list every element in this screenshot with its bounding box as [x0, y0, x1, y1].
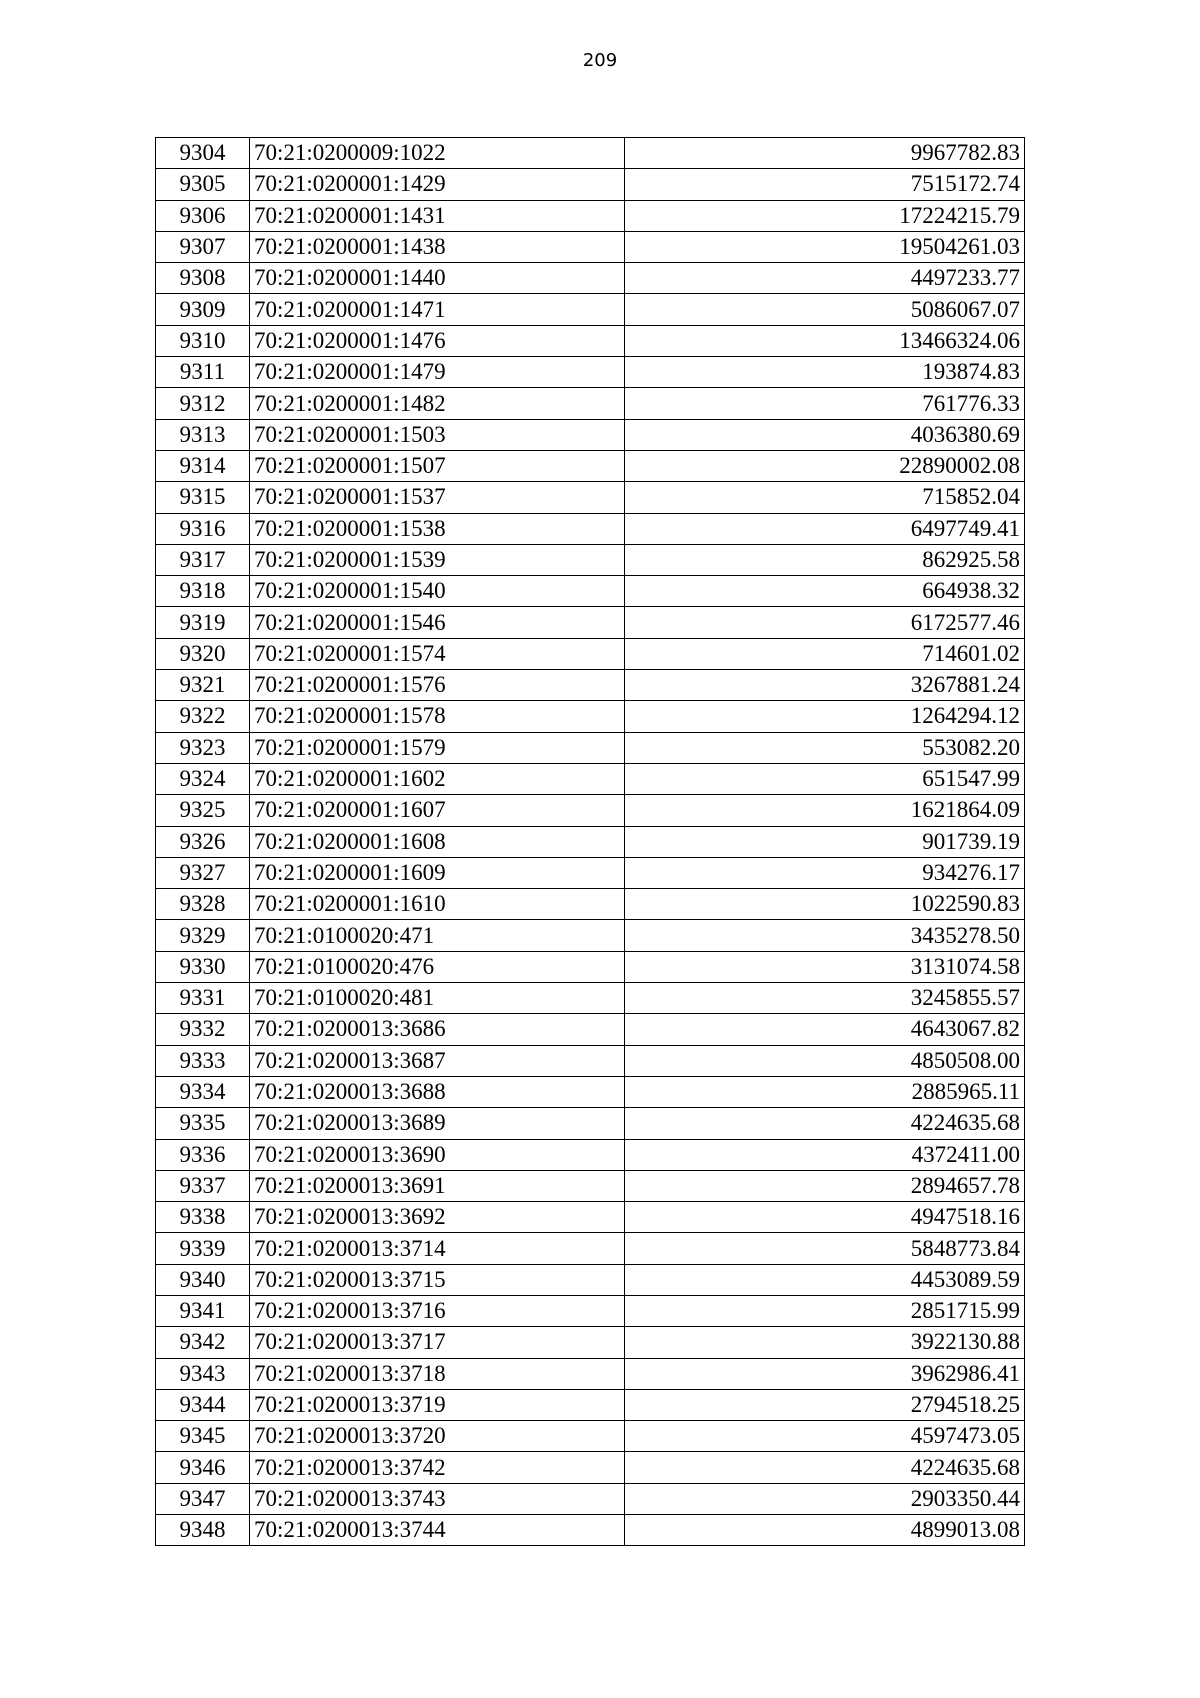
cadastral-number-cell: 70:21:0100020:476: [250, 951, 625, 982]
cadastral-value-cell: 22890002.08: [625, 450, 1025, 481]
cadastral-value-cell: 4899013.08: [625, 1515, 1025, 1546]
row-number-cell: 9306: [156, 200, 250, 231]
table-row: [156, 638, 1025, 669]
table-row: [156, 983, 1025, 1014]
page-number: 209: [582, 50, 618, 71]
cadastral-number-cell: 70:21:0200013:3717: [250, 1327, 625, 1358]
cadastral-value-cell: 3131074.58: [625, 951, 1025, 982]
table-row: [156, 231, 1025, 262]
row-number-cell: 9334: [156, 1076, 250, 1107]
cadastral-value-cell: 862925.58: [625, 544, 1025, 575]
table-row: [156, 1452, 1025, 1483]
row-number-cell: 9330: [156, 951, 250, 982]
cadastral-number-cell: 70:21:0200001:1546: [250, 607, 625, 638]
cadastral-value-cell: 1264294.12: [625, 701, 1025, 732]
row-number-cell: 9333: [156, 1045, 250, 1076]
table-row: [156, 1202, 1025, 1233]
row-number-cell: 9325: [156, 795, 250, 826]
cadastral-number-cell: 70:21:0200013:3742: [250, 1452, 625, 1483]
cadastral-number-cell: 70:21:0200001:1482: [250, 388, 625, 419]
row-number-cell: 9346: [156, 1452, 250, 1483]
row-number-cell: 9320: [156, 638, 250, 669]
table-row: [156, 1515, 1025, 1546]
table-row: [156, 263, 1025, 294]
cadastral-number-cell: 70:21:0200009:1022: [250, 138, 625, 169]
cadastral-value-cell: 7515172.74: [625, 169, 1025, 200]
row-number-cell: 9347: [156, 1483, 250, 1514]
row-number-cell: 9307: [156, 231, 250, 262]
cadastral-value-cell: 9967782.83: [625, 138, 1025, 169]
cadastral-number-cell: 70:21:0200001:1578: [250, 701, 625, 732]
row-number-cell: 9314: [156, 450, 250, 481]
cadastral-number-cell: 70:21:0200001:1503: [250, 419, 625, 450]
row-number-cell: 9322: [156, 701, 250, 732]
cadastral-number-cell: 70:21:0200013:3743: [250, 1483, 625, 1514]
table-row: [156, 857, 1025, 888]
cadastral-number-cell: 70:21:0200001:1579: [250, 732, 625, 763]
row-number-cell: 9338: [156, 1202, 250, 1233]
cadastral-number-cell: 70:21:0200001:1537: [250, 482, 625, 513]
cadastral-number-cell: 70:21:0200001:1602: [250, 763, 625, 794]
cadastral-value-cell: 17224215.79: [625, 200, 1025, 231]
table-row: [156, 607, 1025, 638]
table-row: [156, 138, 1025, 169]
cadastral-number-cell: 70:21:0200001:1607: [250, 795, 625, 826]
cadastral-value-cell: 761776.33: [625, 388, 1025, 419]
cadastral-value-cell: 4497233.77: [625, 263, 1025, 294]
row-number-cell: 9319: [156, 607, 250, 638]
table-row: [156, 1108, 1025, 1139]
table-row: [156, 1139, 1025, 1170]
cadastral-value-cell: 4224635.68: [625, 1452, 1025, 1483]
cadastral-value-cell: 4036380.69: [625, 419, 1025, 450]
cadastral-value-cell: 2894657.78: [625, 1170, 1025, 1201]
cadastral-number-cell: 70:21:0200013:3692: [250, 1202, 625, 1233]
cadastral-value-cell: 2903350.44: [625, 1483, 1025, 1514]
table-row: [156, 1358, 1025, 1389]
cadastral-value-cell: 715852.04: [625, 482, 1025, 513]
row-number-cell: 9339: [156, 1233, 250, 1264]
row-number-cell: 9329: [156, 920, 250, 951]
cadastral-value-cell: 3245855.57: [625, 983, 1025, 1014]
cadastral-number-cell: 70:21:0200013:3719: [250, 1389, 625, 1420]
row-number-cell: 9344: [156, 1389, 250, 1420]
table-row: [156, 1389, 1025, 1420]
cadastral-value-cell: 2885965.11: [625, 1076, 1025, 1107]
row-number-cell: 9317: [156, 544, 250, 575]
table-row: [156, 1421, 1025, 1452]
row-number-cell: 9304: [156, 138, 250, 169]
row-number-cell: 9313: [156, 419, 250, 450]
cadastral-number-cell: 70:21:0200013:3687: [250, 1045, 625, 1076]
table-row: [156, 544, 1025, 575]
table-row: [156, 357, 1025, 388]
cadastral-value-cell: 4453089.59: [625, 1264, 1025, 1295]
table-row: [156, 951, 1025, 982]
cadastral-value-cell: 5086067.07: [625, 294, 1025, 325]
cadastral-value-cell: 4597473.05: [625, 1421, 1025, 1452]
cadastral-number-cell: 70:21:0200013:3744: [250, 1515, 625, 1546]
row-number-cell: 9309: [156, 294, 250, 325]
cadastral-value-cell: 5848773.84: [625, 1233, 1025, 1264]
table-row: [156, 388, 1025, 419]
row-number-cell: 9337: [156, 1170, 250, 1201]
cadastral-number-cell: 70:21:0200001:1609: [250, 857, 625, 888]
row-number-cell: 9310: [156, 325, 250, 356]
cadastral-number-cell: 70:21:0200001:1440: [250, 263, 625, 294]
table-row: [156, 795, 1025, 826]
row-number-cell: 9316: [156, 513, 250, 544]
row-number-cell: 9321: [156, 670, 250, 701]
table-row: [156, 1045, 1025, 1076]
table-row: [156, 1327, 1025, 1358]
cadastral-number-cell: 70:21:0200001:1608: [250, 826, 625, 857]
cadastral-value-cell: 4850508.00: [625, 1045, 1025, 1076]
cadastral-number-cell: 70:21:0200013:3716: [250, 1295, 625, 1326]
row-number-cell: 9318: [156, 576, 250, 607]
table-row: [156, 325, 1025, 356]
table-row: [156, 701, 1025, 732]
row-number-cell: 9311: [156, 357, 250, 388]
cadastral-value-cell: 934276.17: [625, 857, 1025, 888]
cadastral-number-cell: 70:21:0200013:3686: [250, 1014, 625, 1045]
cadastral-number-cell: 70:21:0200013:3689: [250, 1108, 625, 1139]
row-number-cell: 9324: [156, 763, 250, 794]
cadastral-number-cell: 70:21:0200001:1574: [250, 638, 625, 669]
cadastral-number-cell: 70:21:0200013:3718: [250, 1358, 625, 1389]
table-row: [156, 826, 1025, 857]
table-row: [156, 1014, 1025, 1045]
row-number-cell: 9335: [156, 1108, 250, 1139]
table-row: [156, 169, 1025, 200]
cadastral-number-cell: 70:21:0200001:1507: [250, 450, 625, 481]
cadastral-number-cell: 70:21:0200013:3714: [250, 1233, 625, 1264]
cadastral-value-cell: 13466324.06: [625, 325, 1025, 356]
row-number-cell: 9336: [156, 1139, 250, 1170]
cadastral-value-cell: 2851715.99: [625, 1295, 1025, 1326]
cadastral-value-cell: 3922130.88: [625, 1327, 1025, 1358]
cadastral-value-cell: 3962986.41: [625, 1358, 1025, 1389]
table-row: [156, 419, 1025, 450]
cadastral-value-cell: 1022590.83: [625, 889, 1025, 920]
row-number-cell: 9341: [156, 1295, 250, 1326]
cadastral-value-cell: 19504261.03: [625, 231, 1025, 262]
cadastral-number-cell: 70:21:0200001:1610: [250, 889, 625, 920]
row-number-cell: 9348: [156, 1515, 250, 1546]
table-row: [156, 920, 1025, 951]
cadastral-number-cell: 70:21:0200013:3688: [250, 1076, 625, 1107]
table-row: [156, 763, 1025, 794]
table-row: [156, 1233, 1025, 1264]
cadastral-number-cell: 70:21:0100020:481: [250, 983, 625, 1014]
row-number-cell: 9331: [156, 983, 250, 1014]
cadastral-value-cell: 553082.20: [625, 732, 1025, 763]
cadastral-number-cell: 70:21:0200013:3720: [250, 1421, 625, 1452]
table-row: [156, 294, 1025, 325]
table-row: [156, 200, 1025, 231]
cadastral-value-cell: 3435278.50: [625, 920, 1025, 951]
cadastral-number-cell: 70:21:0200013:3690: [250, 1139, 625, 1170]
row-number-cell: 9326: [156, 826, 250, 857]
table-row: [156, 889, 1025, 920]
row-number-cell: 9315: [156, 482, 250, 513]
cadastral-number-cell: 70:21:0200001:1539: [250, 544, 625, 575]
cadastral-value-cell: 193874.83: [625, 357, 1025, 388]
cadastral-value-cell: 4643067.82: [625, 1014, 1025, 1045]
table-body: [156, 138, 1025, 1546]
cadastral-number-cell: 70:21:0200001:1429: [250, 169, 625, 200]
row-number-cell: 9343: [156, 1358, 250, 1389]
cadastral-number-cell: 70:21:0200001:1538: [250, 513, 625, 544]
cadastral-number-cell: 70:21:0200013:3691: [250, 1170, 625, 1201]
table-row: [156, 1076, 1025, 1107]
table-row: [156, 1264, 1025, 1295]
table-row: [156, 732, 1025, 763]
row-number-cell: 9312: [156, 388, 250, 419]
row-number-cell: 9328: [156, 889, 250, 920]
cadastral-number-cell: 70:21:0100020:471: [250, 920, 625, 951]
row-number-cell: 9327: [156, 857, 250, 888]
cadastral-value-cell: 2794518.25: [625, 1389, 1025, 1420]
table-row: [156, 513, 1025, 544]
row-number-cell: 9308: [156, 263, 250, 294]
table-row: [156, 1483, 1025, 1514]
cadastral-value-cell: 714601.02: [625, 638, 1025, 669]
cadastral-value-cell: 3267881.24: [625, 670, 1025, 701]
cadastral-value-cell: 1621864.09: [625, 795, 1025, 826]
cadastral-value-cell: 4372411.00: [625, 1139, 1025, 1170]
row-number-cell: 9323: [156, 732, 250, 763]
cadastral-number-cell: 70:21:0200001:1576: [250, 670, 625, 701]
cadastral-value-table: [155, 137, 1025, 1546]
cadastral-value-cell: 4224635.68: [625, 1108, 1025, 1139]
table-row: [156, 450, 1025, 481]
cadastral-number-cell: 70:21:0200001:1471: [250, 294, 625, 325]
cadastral-value-cell: 901739.19: [625, 826, 1025, 857]
table-row: [156, 576, 1025, 607]
cadastral-value-cell: 6497749.41: [625, 513, 1025, 544]
cadastral-number-cell: 70:21:0200001:1438: [250, 231, 625, 262]
table-row: [156, 482, 1025, 513]
cadastral-value-cell: 651547.99: [625, 763, 1025, 794]
row-number-cell: 9342: [156, 1327, 250, 1358]
table-row: [156, 1295, 1025, 1326]
cadastral-number-cell: 70:21:0200001:1540: [250, 576, 625, 607]
cadastral-number-cell: 70:21:0200013:3715: [250, 1264, 625, 1295]
table-row: [156, 1170, 1025, 1201]
cadastral-value-cell: 6172577.46: [625, 607, 1025, 638]
cadastral-value-cell: 4947518.16: [625, 1202, 1025, 1233]
table-row: [156, 670, 1025, 701]
cadastral-value-cell: 664938.32: [625, 576, 1025, 607]
row-number-cell: 9340: [156, 1264, 250, 1295]
row-number-cell: 9345: [156, 1421, 250, 1452]
cadastral-number-cell: 70:21:0200001:1479: [250, 357, 625, 388]
cadastral-number-cell: 70:21:0200001:1476: [250, 325, 625, 356]
row-number-cell: 9332: [156, 1014, 250, 1045]
row-number-cell: 9305: [156, 169, 250, 200]
cadastral-number-cell: 70:21:0200001:1431: [250, 200, 625, 231]
